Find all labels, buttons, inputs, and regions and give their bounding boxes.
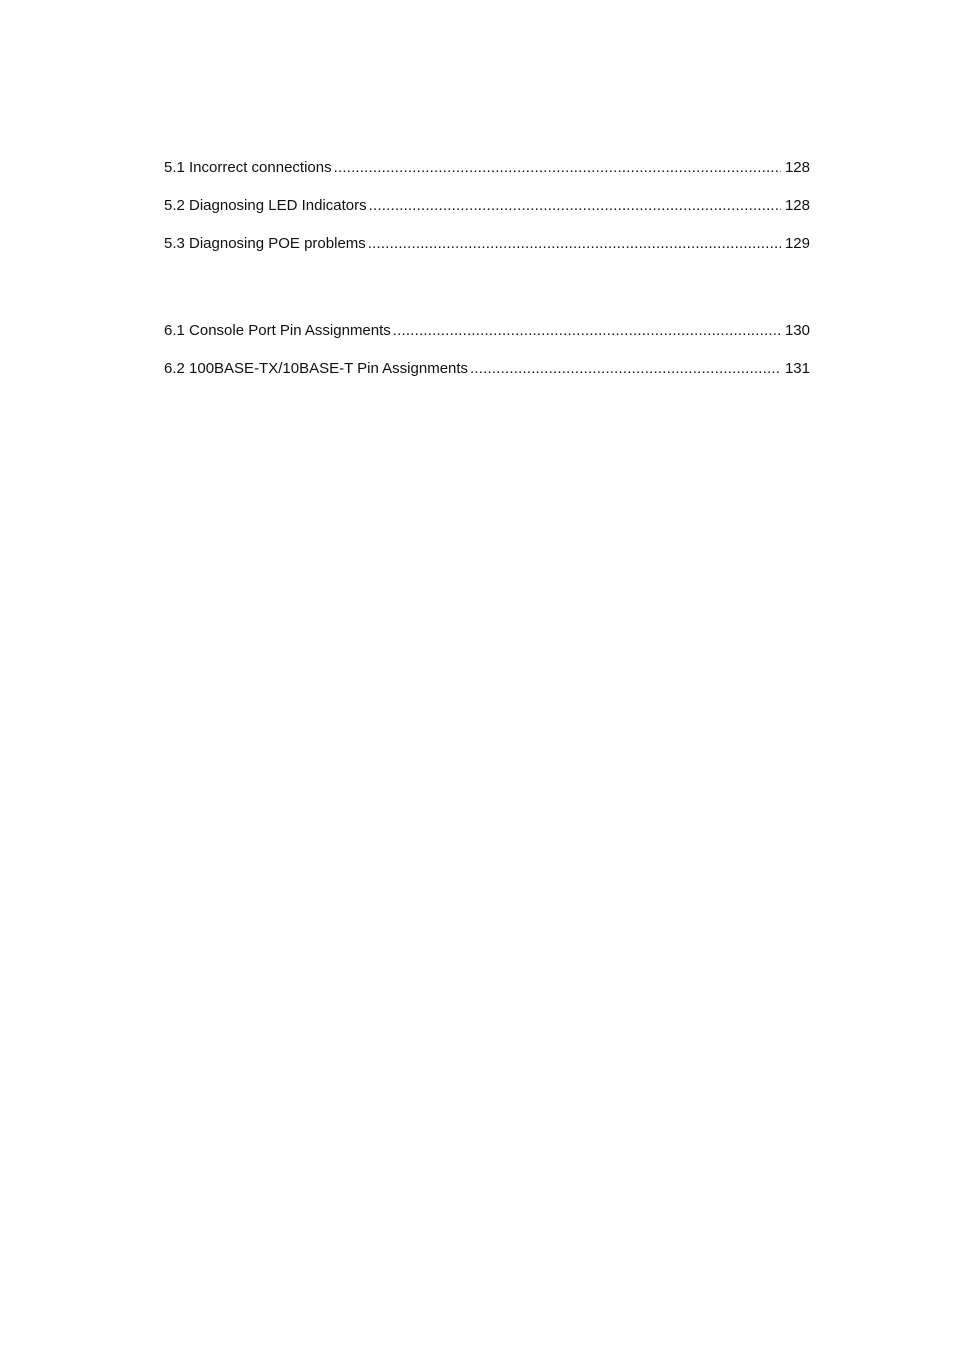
toc-entry-label: 5.2 Diagnosing LED Indicators <box>164 197 367 214</box>
toc-dot-leader <box>393 322 781 340</box>
toc-entry[interactable] <box>164 159 810 197</box>
toc-entry-page: 128 <box>781 197 810 215</box>
toc-entry-page: 129 <box>781 235 810 253</box>
toc-entry[interactable] <box>164 360 810 398</box>
toc-dot-leader <box>334 159 781 177</box>
toc-dot-leader <box>369 197 781 215</box>
toc-dot-leader <box>368 235 781 253</box>
toc-entry-label: 6.1 Console Port Pin Assignments <box>164 322 391 339</box>
toc-entry-page: 130 <box>781 322 810 340</box>
toc-entry[interactable] <box>164 235 810 273</box>
toc-section-6 <box>164 322 810 398</box>
toc-entry-label: 5.3 Diagnosing POE problems <box>164 235 366 252</box>
toc-dot-leader <box>470 360 781 378</box>
toc-entry-page: 128 <box>781 159 810 177</box>
toc-entry[interactable] <box>164 322 810 360</box>
toc-section-5 <box>164 159 810 273</box>
toc-entry-label: 5.1 Incorrect connections <box>164 159 332 176</box>
toc-entry[interactable] <box>164 197 810 235</box>
toc-entry-label: 6.2 100BASE-TX/10BASE-T Pin Assignments <box>164 360 469 377</box>
toc-entry-page: 131 <box>781 360 810 378</box>
